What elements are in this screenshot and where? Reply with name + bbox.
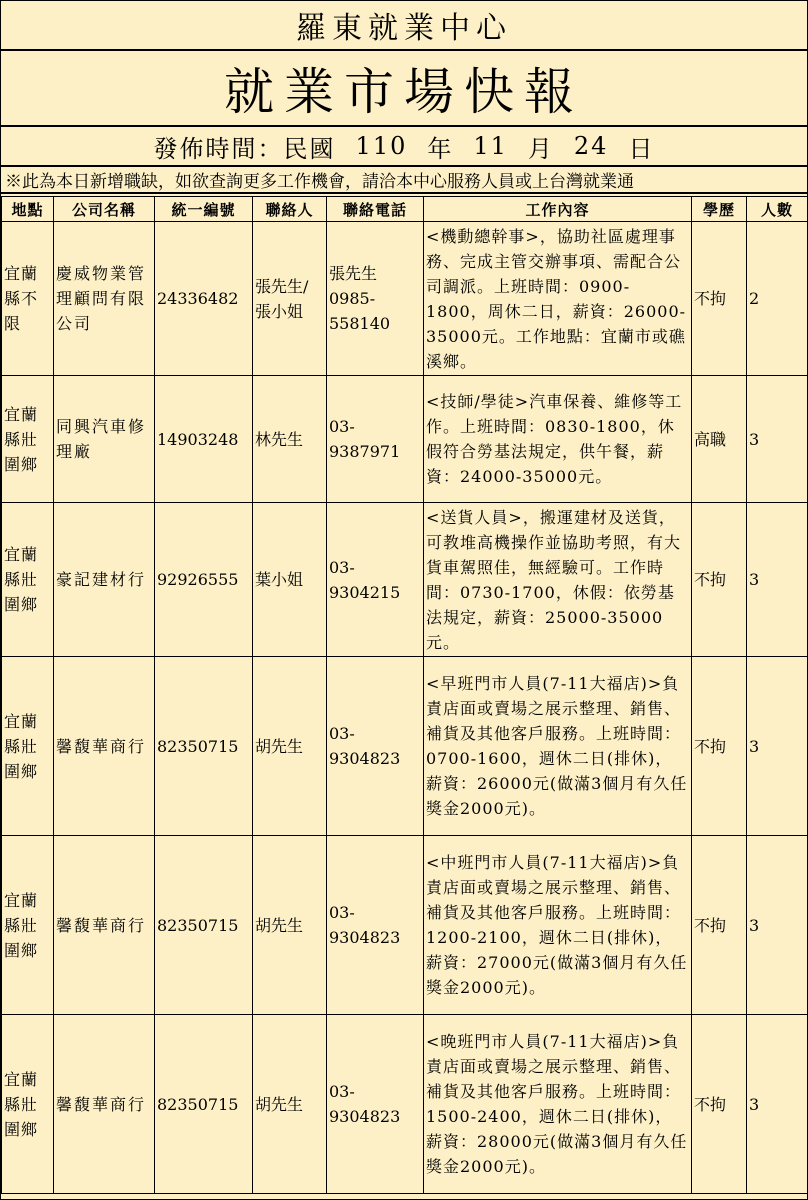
cell-contact: 林先生	[253, 376, 327, 503]
column-header-description: 工作內容	[424, 197, 692, 222]
cell-company: 豪記建材行	[54, 503, 155, 657]
table-row	[2, 1015, 808, 1194]
cell-contact: 張先生/張小姐	[253, 222, 327, 376]
cell-contact: 胡先生	[253, 836, 327, 1015]
cell-contact: 葉小姐	[253, 503, 327, 657]
report-title: 就業市場快報	[1, 51, 807, 127]
table-row	[2, 657, 808, 836]
cell-contact: 胡先生	[253, 1015, 327, 1194]
cell-company: 馨馥華商行	[54, 1015, 155, 1194]
cell-tax-id: 24336482	[155, 222, 253, 376]
cell-education: 不拘	[692, 1015, 747, 1194]
column-header-location: 地點	[2, 197, 54, 222]
column-header-contact: 聯絡人	[253, 197, 327, 222]
cell-tax-id: 92926555	[155, 503, 253, 657]
job-table	[1, 196, 808, 1194]
table-row	[2, 222, 808, 376]
cell-openings: 3	[747, 1015, 808, 1194]
cell-company: 馨馥華商行	[54, 836, 155, 1015]
release-year-unit: 年	[427, 134, 454, 163]
release-day-unit: 日	[628, 134, 655, 163]
cell-location: 宜蘭縣壯圍鄉	[2, 657, 54, 836]
table-row	[2, 503, 808, 657]
release-month-unit: 月	[527, 134, 554, 163]
cell-education: 不拘	[692, 657, 747, 836]
release-year: 110	[355, 132, 408, 160]
cell-tax-id: 82350715	[155, 836, 253, 1015]
release-month: 11	[473, 132, 508, 160]
cell-phone: 03-9304215	[327, 503, 424, 657]
cell-company: 慶威物業管理顧問有限公司	[54, 222, 155, 376]
release-label: 發佈時間：民國	[153, 134, 336, 163]
cell-education: 不拘	[692, 503, 747, 657]
cell-company: 馨馥華商行	[54, 657, 155, 836]
table-row	[2, 836, 808, 1015]
table-row	[2, 376, 808, 503]
cell-location: 宜蘭縣壯圍鄉	[2, 376, 54, 503]
cell-education: 不拘	[692, 836, 747, 1015]
cell-tax-id: 14903248	[155, 376, 253, 503]
cell-location: 宜蘭縣壯圍鄉	[2, 503, 54, 657]
cell-openings: 3	[747, 376, 808, 503]
release-day: 24	[573, 132, 609, 160]
center-name: 羅東就業中心	[1, 1, 807, 51]
cell-description: <技師/學徒>汽車保養、維修等工作。上班時間：0830-1800，休假符合勞基法規定，供午餐，薪資：24000-35000元。	[424, 376, 692, 503]
cell-education: 高職	[692, 376, 747, 503]
cell-openings: 2	[747, 222, 808, 376]
column-header-education: 學歷	[692, 197, 747, 222]
column-header-phone: 聯絡電話	[327, 197, 424, 222]
cell-phone: 03-9387971	[327, 376, 424, 503]
cell-company: 同興汽車修理廠	[54, 376, 155, 503]
cell-openings: 3	[747, 657, 808, 836]
cell-tax-id: 82350715	[155, 1015, 253, 1194]
column-header-company: 公司名稱	[54, 197, 155, 222]
cell-tax-id: 82350715	[155, 657, 253, 836]
column-header-openings: 人數	[747, 197, 808, 222]
cell-openings: 3	[747, 503, 808, 657]
cell-description: <晚班門市人員(7-11大福店)>負責店面或賣場之展示整理、銷售、補貨及其他客戶服務。上班時間：1500-2400，週休二日(排休)，薪資：28000元(做滿3個月有久任獎金2000元)。	[424, 1015, 692, 1194]
cell-description: <機動總幹事>，協助社區處理事務、完成主管交辦事項、需配合公司調派。上班時間：0900-1800，周休二日，薪資：26000-35000元。工作地點：宜蘭市或礁溪鄉。	[424, 222, 692, 376]
release-date	[1, 127, 807, 167]
cell-contact: 胡先生	[253, 657, 327, 836]
cell-phone: 03-9304823	[327, 657, 424, 836]
cell-phone: 03-9304823	[327, 836, 424, 1015]
cell-description: <中班門市人員(7-11大福店)>負責店面或賣場之展示整理、銷售、補貨及其他客戶服務。上班時間：1200-2100，週休二日(排休)，薪資：27000元(做滿3個月有久任獎金2000元)。	[424, 836, 692, 1015]
cell-phone: 張先生0985-558140	[327, 222, 424, 376]
cell-education: 不拘	[692, 222, 747, 376]
cell-location: 宜蘭縣不限	[2, 222, 54, 376]
cell-location: 宜蘭縣壯圍鄉	[2, 836, 54, 1015]
column-header-tax-id: 統一編號	[155, 197, 253, 222]
cell-phone: 03-9304823	[327, 1015, 424, 1194]
cell-location: 宜蘭縣壯圍鄉	[2, 1015, 54, 1194]
table-header-row	[2, 197, 808, 222]
cell-description: <早班門市人員(7-11大福店)>負責店面或賣場之展示整理、銷售、補貨及其他客戶服務。上班時間：0700-1600，週休二日(排休)，薪資：26000元(做滿3個月有久任獎金2000元)。	[424, 657, 692, 836]
cell-description: <送貨人員>，搬運建材及送貨，可教堆高機操作並協助考照，有大貨車駕照佳，無經驗可。工作時間：0730-1700，休假：依勞基法規定，薪資：25000-35000元。	[424, 503, 692, 657]
cell-openings: 3	[747, 836, 808, 1015]
notice-text: ※此為本日新增職缺，如欲查詢更多工作機會，請洽本中心服務人員或上台灣就業通	[1, 167, 807, 194]
